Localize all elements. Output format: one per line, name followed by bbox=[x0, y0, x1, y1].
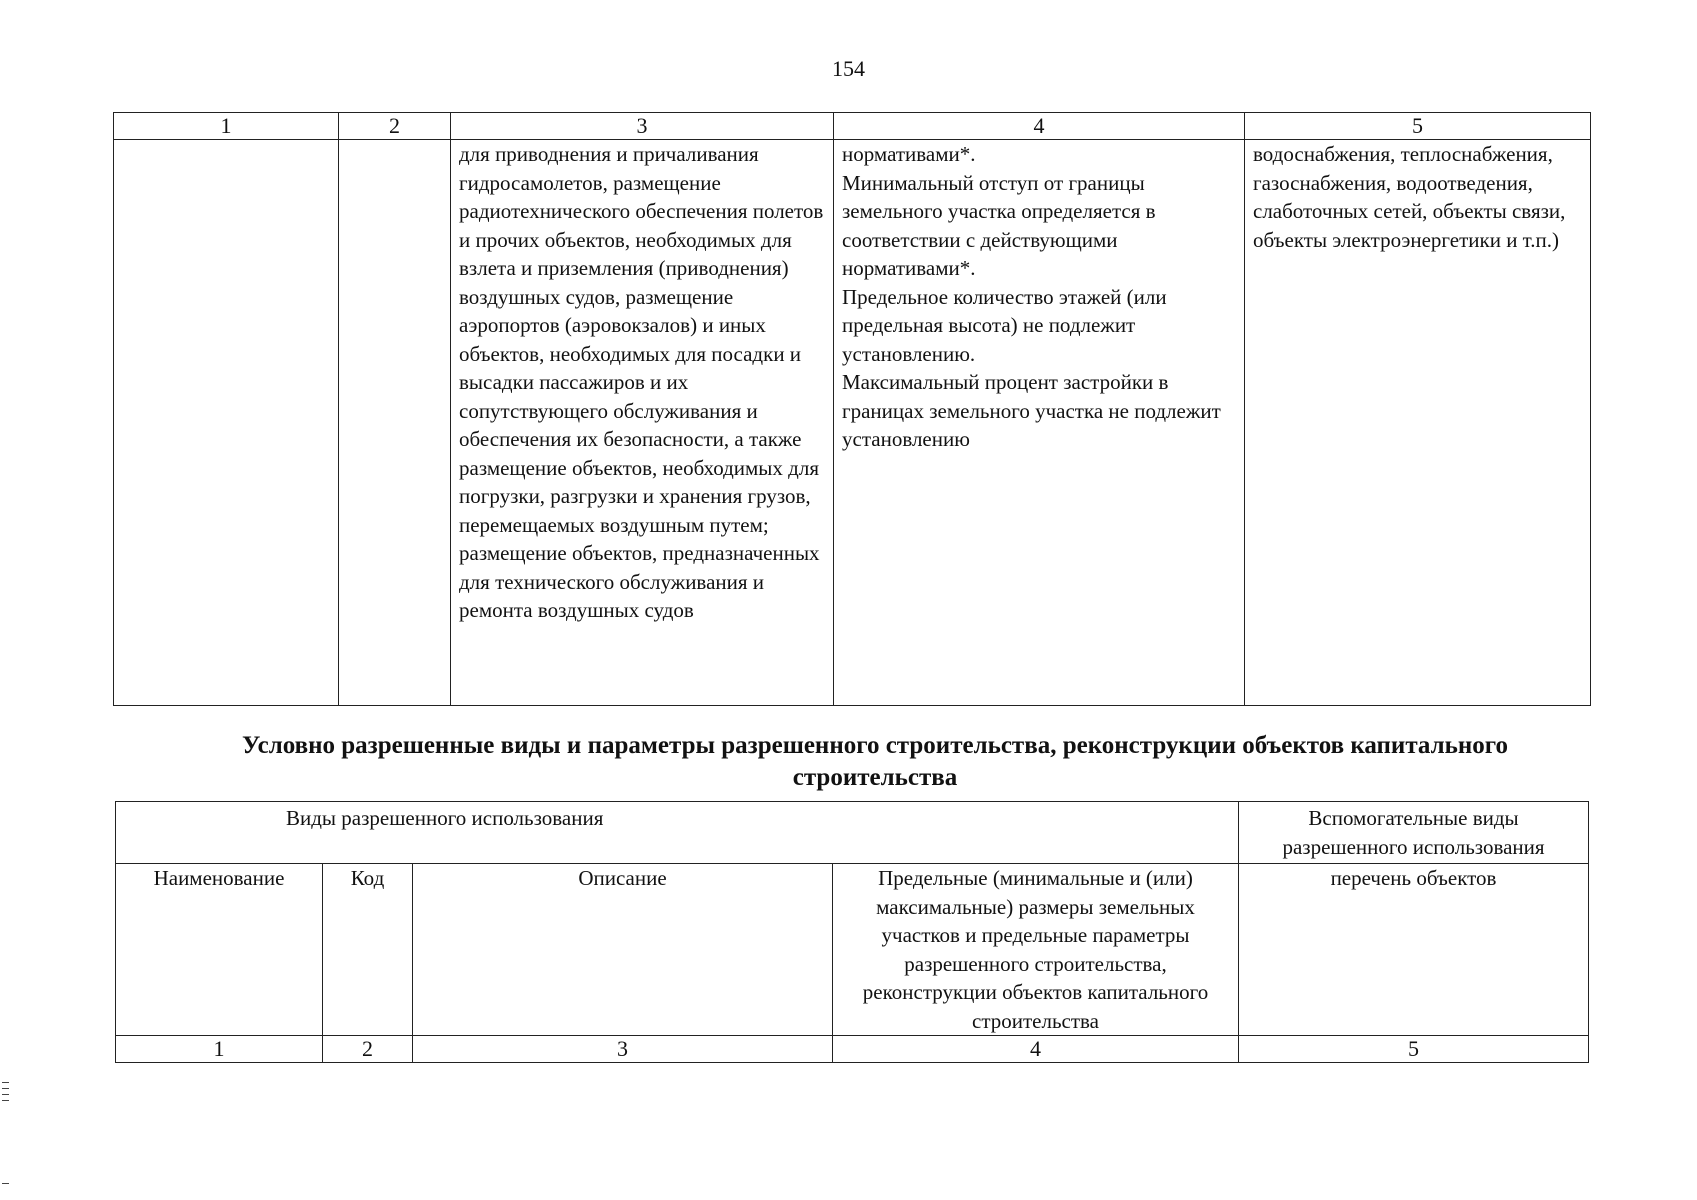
column-number: 3 bbox=[413, 1036, 833, 1063]
parameters-header: Предельные (минимальные и (или) максимальные) размеры земельных участков и предельные параметры разрешенного строительства, реконструкции объектов капитального строительства bbox=[833, 864, 1239, 1036]
scan-margin-mark bbox=[2, 1088, 9, 1089]
column-number-row bbox=[114, 113, 1591, 140]
scan-margin-mark bbox=[2, 1094, 9, 1095]
code-cell bbox=[339, 140, 451, 706]
column-header-row bbox=[116, 864, 1589, 1036]
description-cell: для приводнения и причаливания гидросамолетов, размещение радиотехнического обеспечения полетов и прочих объектов, необходимых для взлета и приземления (приводнения) воздушных судов, размещение аэропортов (аэровокзалов) и иных объектов, необходимых для посадки и высадки пассажиров и их сопутствующего обслуживания и обеспечения их безопасности, а также размещение объектов, необходимых для погрузки, разгрузки и хранения грузов, перемещаемых воздушным путем; размещение объектов, предназначенных для технического обслуживания и ремонта воздушных судов bbox=[451, 140, 834, 706]
column-number: 5 bbox=[1239, 1036, 1589, 1063]
name-header: Наименование bbox=[116, 864, 323, 1036]
section-heading: Условно разрешенные виды и параметры разрешенного строительства, реконструкции объектов капитального строительства bbox=[241, 732, 1509, 791]
conditional-uses-table bbox=[115, 801, 1589, 1063]
scan-margin-mark bbox=[2, 1082, 9, 1083]
code-header: Код bbox=[323, 864, 413, 1036]
column-number: 3 bbox=[451, 113, 834, 140]
column-number-row bbox=[116, 1036, 1589, 1063]
description-header: Описание bbox=[413, 864, 833, 1036]
name-cell bbox=[114, 140, 339, 706]
column-number: 2 bbox=[339, 113, 451, 140]
auxiliary-list-header: перечень объектов bbox=[1239, 864, 1589, 1036]
permitted-uses-table-continued bbox=[113, 112, 1591, 706]
column-number: 4 bbox=[833, 1036, 1239, 1063]
column-number: 5 bbox=[1245, 113, 1591, 140]
column-number: 2 bbox=[323, 1036, 413, 1063]
column-number: 1 bbox=[116, 1036, 323, 1063]
column-number: 1 bbox=[114, 113, 339, 140]
scan-margin-mark bbox=[2, 1183, 9, 1184]
group-header-row bbox=[116, 802, 1589, 864]
parameters-cell: нормативами*. Минимальный отступ от границы земельного участка определяется в соответствии с действующими нормативами*. Предельное количество этажей (или предельная высота) не подлежит установлению. Максимальный процент застройки в границах земельного участка не подлежит установлению bbox=[834, 140, 1245, 706]
page-number: 154 bbox=[832, 56, 865, 81]
main-uses-group-header: Виды разрешенного использования bbox=[116, 802, 1239, 864]
table-row bbox=[114, 140, 1591, 706]
scan-margin-mark bbox=[2, 1100, 9, 1101]
auxiliary-uses-group-header: Вспомогательные виды разрешенного использования bbox=[1239, 802, 1589, 864]
column-number: 4 bbox=[834, 113, 1245, 140]
auxiliary-uses-cell: водоснабжения, теплоснабжения, газоснабжения, водоотведения, слаботочных сетей, объекты связи, объекты электроэнергетики и т.п.) bbox=[1245, 140, 1591, 706]
